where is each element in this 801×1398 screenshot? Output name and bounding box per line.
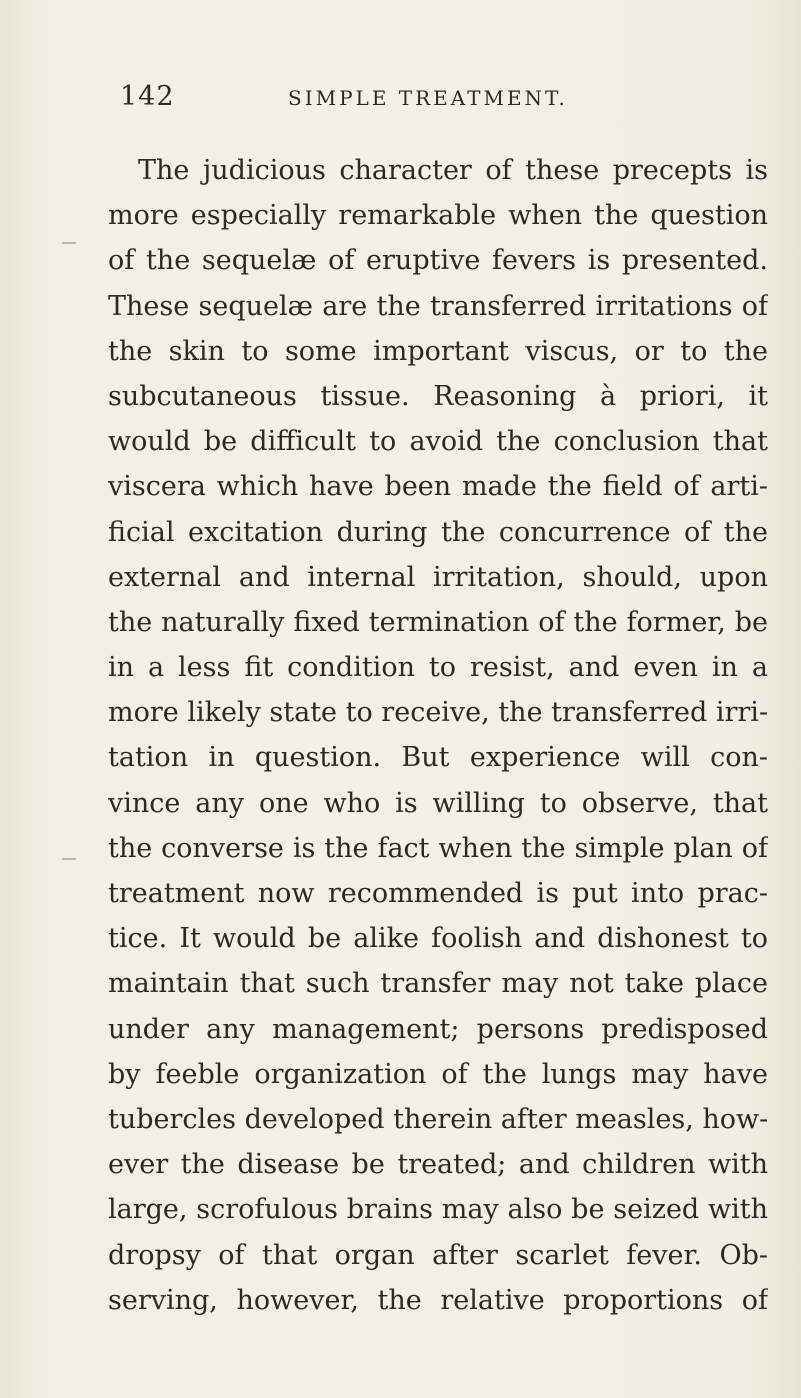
- text-line: under any management; persons predisposed: [108, 1013, 768, 1045]
- text-line: large, scrofulous brains may also be seized with: [108, 1194, 768, 1226]
- text-line: treatment now recommended is put into prac-: [108, 878, 768, 909]
- text-line: the skin to some important viscus, or to the: [108, 335, 768, 367]
- text-line: the converse is the fact when the simple plan of: [108, 832, 768, 864]
- body-text: [108, 148, 768, 1323]
- text-line: the naturally fixed termination of the former, be: [108, 606, 768, 638]
- margin-mark: [62, 242, 76, 244]
- text-line: serving, however, the relative proportions of: [108, 1284, 768, 1316]
- text-line: vince any one who is willing to observe, that: [108, 787, 768, 819]
- text-line: maintain that such transfer may not take place: [108, 968, 768, 1000]
- text-line: dropsy of that organ after scarlet fever. Ob-: [108, 1239, 768, 1271]
- text-line: more especially remarkable when the question: [108, 200, 768, 232]
- page-number: 142: [120, 81, 175, 112]
- text-line: of the sequelæ of eruptive fevers is presented.: [108, 245, 768, 277]
- text-line: by feeble organization of the lungs may have: [108, 1058, 768, 1090]
- text-line: ever the disease be treated; and children with: [108, 1149, 768, 1181]
- running-title: SIMPLE TREATMENT.: [288, 86, 568, 110]
- text-line: ficial excitation during the concurrence of the: [108, 516, 768, 548]
- text-line: The judicious character of these precepts is: [138, 155, 768, 186]
- text-line: tation in question. But experience will con-: [108, 742, 768, 774]
- text-line: viscera which have been made the field of arti-: [108, 471, 768, 503]
- text-line: tubercles developed therein after measles, how-: [108, 1103, 768, 1135]
- running-head: [120, 80, 760, 114]
- text-line: more likely state to receive, the transferred irri-: [108, 697, 768, 729]
- text-line: tice. It would be alike foolish and dishonest to: [108, 923, 768, 955]
- text-line: These sequelæ are the transferred irritations of: [108, 290, 768, 322]
- text-line: would be difficult to avoid the conclusion that: [108, 426, 768, 458]
- text-line: in a less fit condition to resist, and even in a: [108, 652, 768, 684]
- text-line: subcutaneous tissue. Reasoning à priori, it: [108, 380, 768, 412]
- margin-mark: [62, 858, 76, 860]
- text-line: external and internal irritation, should, upon: [108, 561, 768, 593]
